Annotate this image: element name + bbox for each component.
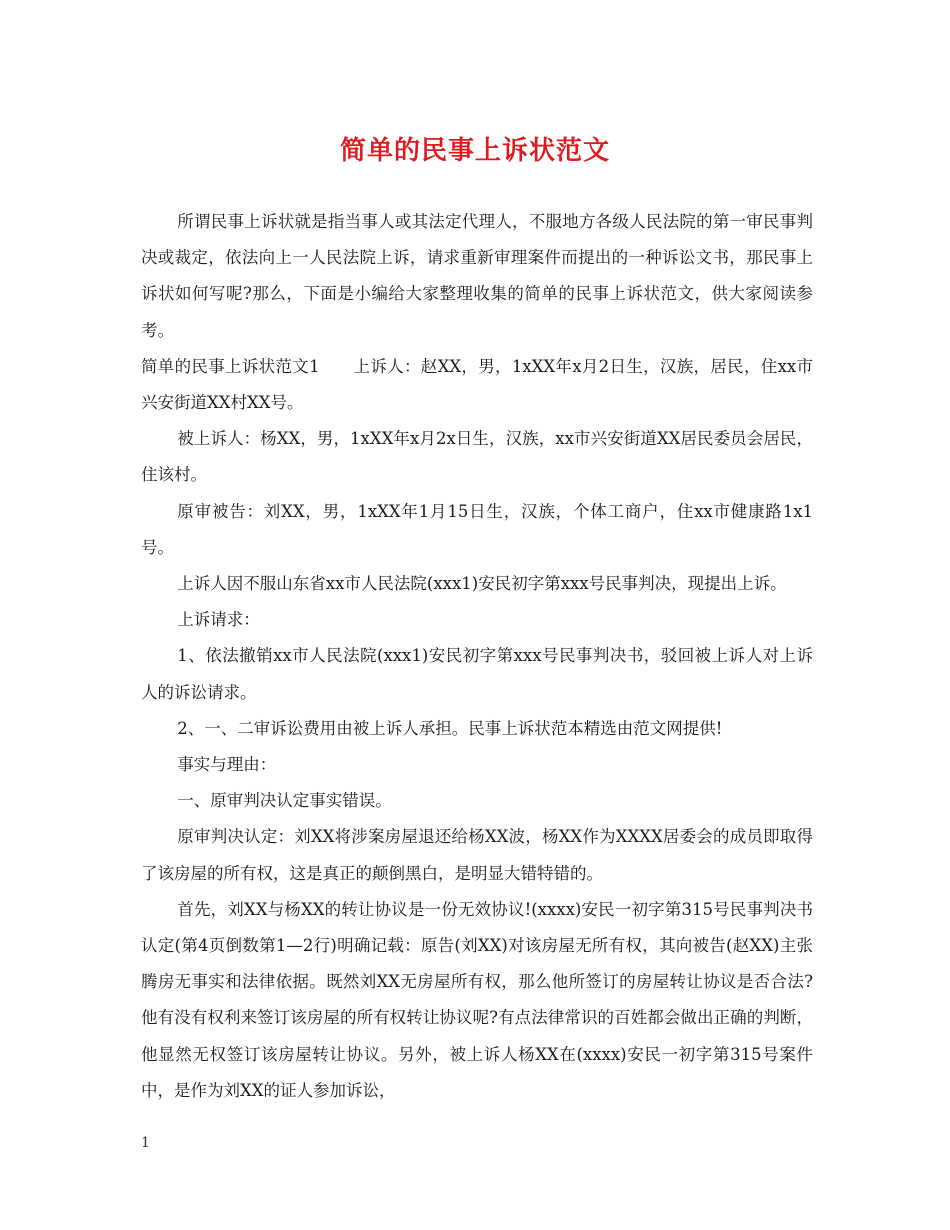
paragraph: 简单的民事上诉状范文1 上诉人：赵XX，男，1xXX年x月2日生，汉族，居民，住xx市兴安街道XX村XX号。 — [141, 356, 813, 413]
paragraph: 上诉人因不服山东省xx市人民法院(xxx1)安民初字第xxx号民事判决，现提出上诉。 — [177, 574, 787, 594]
paragraph: 原审判决认定：刘XX将涉案房屋退还给杨XX波，杨XX作为XXXX居委会的成员即取得了该房屋的所有权，这是真正的颠倒黑白，是明显大错特错的。 — [141, 827, 813, 883]
paragraph: 首先，刘XX与杨XX的转让协议是一份无效协议!(xxxx)安民一初字第315号民事判决书认定(第4页倒数第1—2行)明确记载：原告(刘XX)对该房屋无所有权，其向被告(赵XX)主张腾房无事实和法律依据。既然刘XX无房屋所有权，那么他所签订的房屋转让协议是否合法?他有没有权利来签订该房屋的所有权转让协议呢?有点法律常识的百姓都会做出正确的判断，他显然无权签订该房屋转让协议。另外，被上诉人杨XX在(xxxx)安民一初字第315号案件中，是作为刘XX的证人参加诉讼， — [141, 899, 813, 1100]
paragraph: 原审被告：刘XX，男，1xXX年1月15日生，汉族，个体工商户，住xx市健康路1x1号。 — [141, 501, 813, 557]
paragraph: 事实与理由： — [177, 755, 277, 775]
document-body — [141, 204, 813, 1109]
document-title: 简单的民事上诉状范文 — [339, 136, 610, 166]
paragraph: 所谓民事上诉状就是指当事人或其法定代理人，不服地方各级人民法院的第一审民事判决或裁定，依法向上一人民法院上诉，请求重新审理案件而提出的一种诉讼文书，那民事上诉状如何写呢?那么，下面是小编给大家整理收集的简单的民事上诉状范文，供大家阅读参考。 — [141, 212, 813, 340]
page-number: 1 — [141, 1135, 150, 1151]
paragraph: 上诉请求： — [177, 610, 260, 630]
paragraph: 一、原审判决认定事实错误。 — [177, 791, 392, 811]
paragraph: 1、依法撤销xx市人民法院(xxx1)安民初字第xxx号民事判决书，驳回被上诉人对上诉人的诉讼请求。 — [141, 646, 813, 702]
paragraph: 被上诉人：杨XX，男，1xXX年x月2x日生，汉族，xx市兴安街道XX居民委员会居民，住该村。 — [141, 429, 813, 485]
paragraph: 2、一、二审诉讼费用由被上诉人承担。民事上诉状范本精选由范文网提供! — [177, 718, 723, 738]
